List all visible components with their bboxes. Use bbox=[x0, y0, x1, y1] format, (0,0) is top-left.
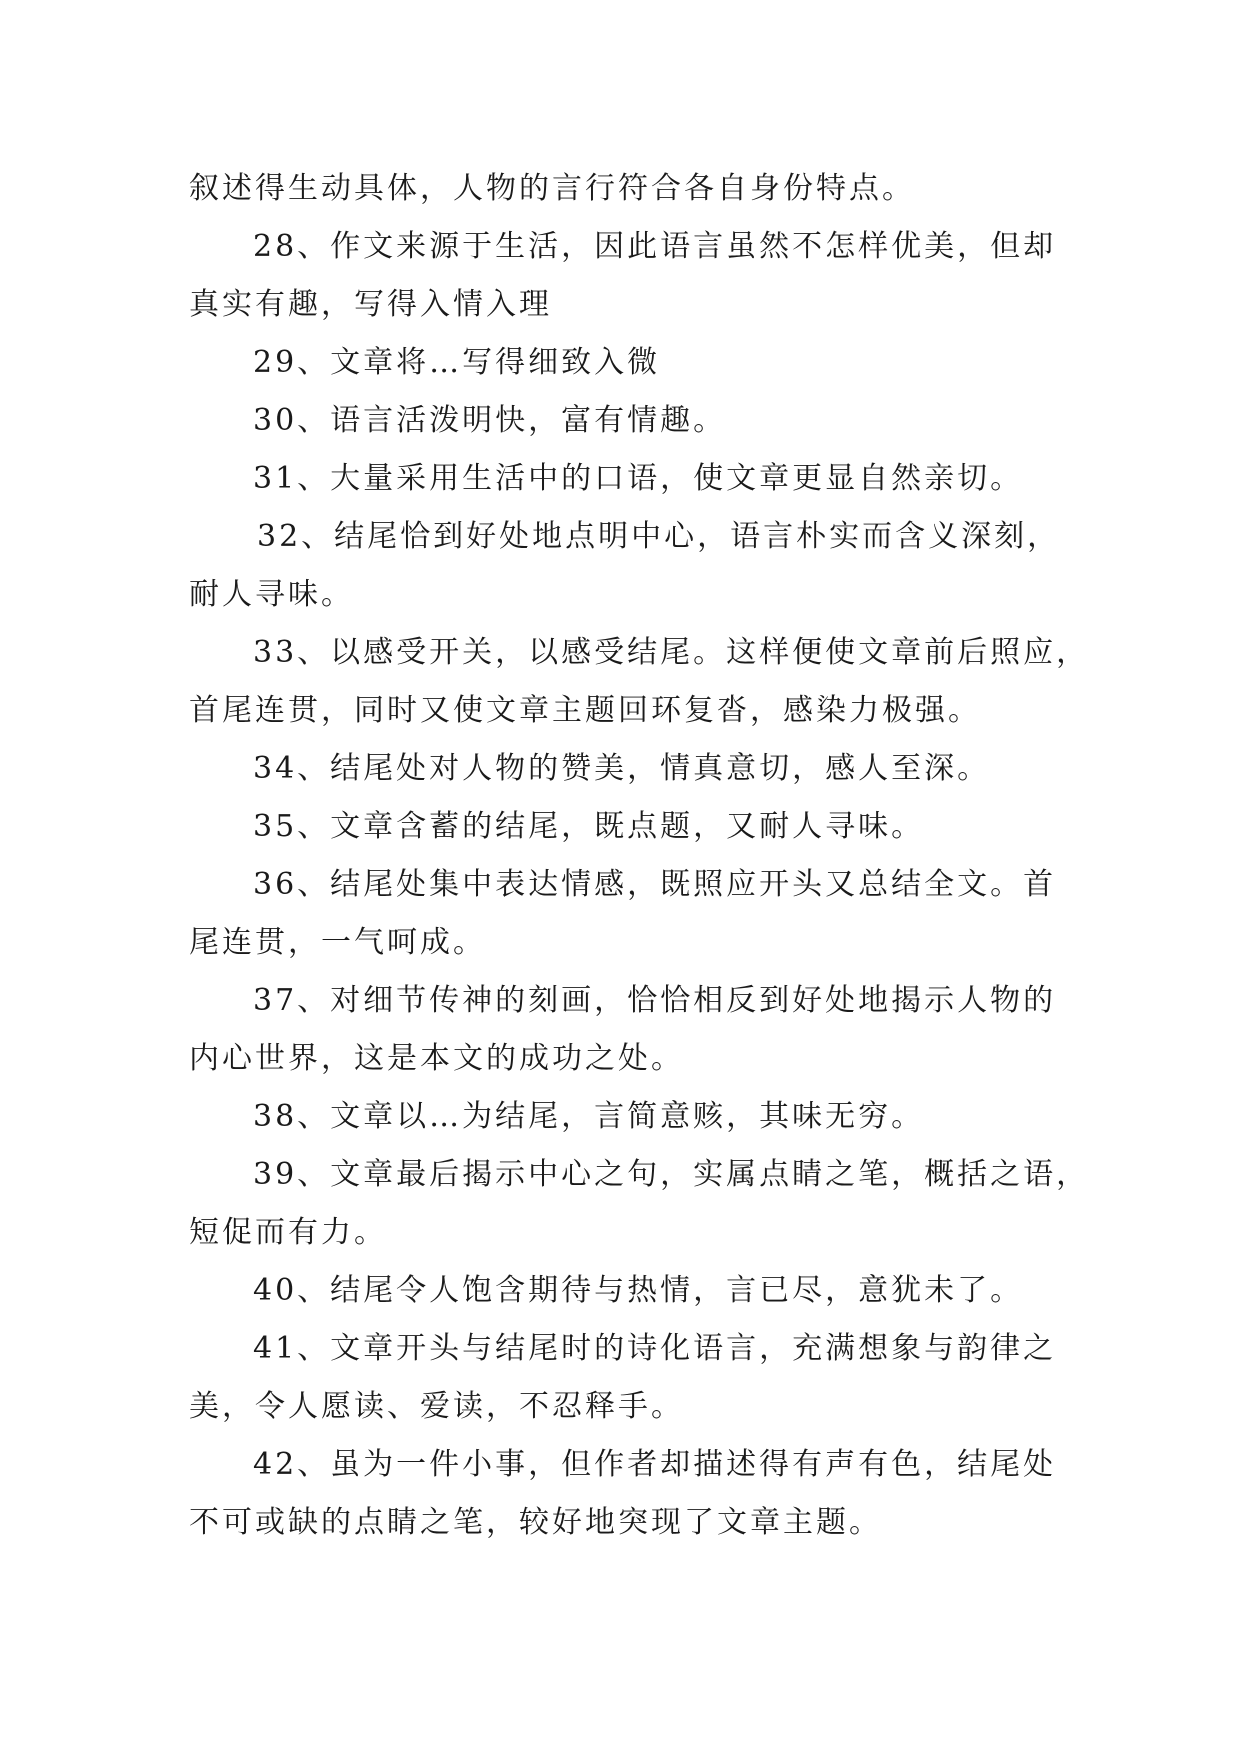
text-line: 尾连贯，一气呵成。 bbox=[189, 925, 486, 960]
text-line: 37、对细节传神的刻画，恰恰相反到好处地揭示人物的 bbox=[253, 983, 1057, 1018]
text-line: 28、作文来源于生活，因此语言虽然不怎样优美，但却 bbox=[253, 229, 1057, 264]
text-line: 34、结尾处对人物的赞美，情真意切，感人至深。 bbox=[253, 751, 991, 786]
text-line: 32、结尾恰到好处地点明中心，语言朴实而含义深刻， bbox=[257, 519, 1061, 554]
text-line: 短促而有力。 bbox=[189, 1215, 387, 1250]
text-line: 29、文章将…写得细致入微 bbox=[253, 345, 661, 380]
text-line: 38、文章以…为结尾，言简意赅，其味无穷。 bbox=[253, 1099, 925, 1134]
text-line: 40、结尾令人饱含期待与热情，言已尽，意犹未了。 bbox=[253, 1273, 1024, 1308]
text-line: 33、以感受开关，以感受结尾。这样便使文章前后照应， bbox=[253, 635, 1090, 670]
document-body bbox=[189, 160, 1090, 1552]
text-line: 不可或缺的点睛之笔，较好地突现了文章主题。 bbox=[189, 1505, 882, 1540]
text-line: 真实有趣，写得入情入理 bbox=[189, 287, 552, 322]
text-line: 30、语言活泼明快，富有情趣。 bbox=[253, 403, 727, 438]
text-line: 42、虽为一件小事，但作者却描述得有声有色，结尾处 bbox=[253, 1447, 1057, 1482]
text-line: 叙述得生动具体，人物的言行符合各自身份特点。 bbox=[189, 171, 915, 206]
text-line: 35、文章含蓄的结尾，既点题，又耐人寻味。 bbox=[253, 809, 925, 844]
text-line: 耐人寻味。 bbox=[189, 577, 354, 612]
text-line: 美，令人愿读、爱读，不忍释手。 bbox=[189, 1389, 684, 1424]
text-line: 内心世界，这是本文的成功之处。 bbox=[189, 1041, 684, 1076]
text-line: 36、结尾处集中表达情感，既照应开头又总结全文。首 bbox=[253, 867, 1057, 902]
text-line: 39、文章最后揭示中心之句，实属点睛之笔，概括之语， bbox=[253, 1157, 1090, 1192]
text-line: 31、大量采用生活中的口语，使文章更显自然亲切。 bbox=[253, 461, 1024, 496]
text-line: 41、文章开头与结尾时的诗化语言，充满想象与韵律之 bbox=[253, 1331, 1057, 1366]
text-line: 首尾连贯，同时又使文章主题回环复沓，感染力极强。 bbox=[189, 693, 981, 728]
